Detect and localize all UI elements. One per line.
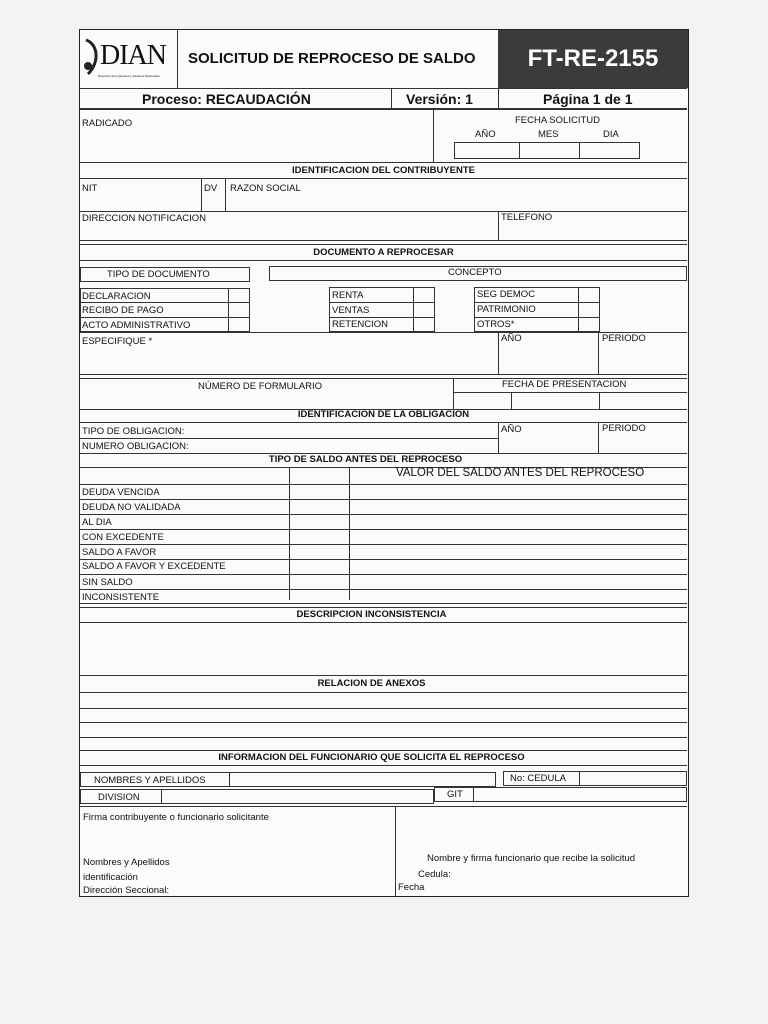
- concepto-seg-democ[interactable]: SEG DEMOC: [477, 289, 536, 300]
- fecha-ano-box[interactable]: [454, 142, 520, 159]
- division-box: [80, 789, 162, 804]
- concepto-retencion[interactable]: RETENCION: [332, 319, 388, 330]
- obligacion-periodo-label: PERIODO: [602, 423, 646, 434]
- version-label: Versión: 1: [406, 91, 473, 107]
- saldo-row-saldo-favor-excedente[interactable]: SALDO A FAVOR Y EXCEDENTE: [82, 561, 226, 572]
- cedula-input[interactable]: [579, 771, 687, 786]
- recibe-label: Nombre y firma funcionario que recibe la solicitud: [427, 853, 636, 864]
- dian-logo: [82, 34, 174, 86]
- form-title: SOLICITUD DE REPROCESO DE SALDO: [188, 50, 476, 67]
- tipo-declaracion[interactable]: DECLARACION: [82, 291, 151, 302]
- form-sheet: [79, 29, 689, 897]
- concepto-renta[interactable]: RENTA: [332, 290, 364, 301]
- dia-label: DIA: [603, 129, 619, 140]
- obligacion-heading: IDENTIFICACION DE LA OBLIGACION: [297, 409, 470, 420]
- division-input[interactable]: [161, 789, 434, 804]
- contribuyente-heading: IDENTIFICACION DEL CONTRIBUYENTE: [292, 165, 475, 176]
- concepto-ventas[interactable]: VENTAS: [332, 305, 370, 316]
- saldo-heading: TIPO DE SALDO ANTES DEL REPROCESO: [268, 454, 463, 465]
- logo-emblem-icon: [82, 38, 102, 78]
- telefono-label: TELEFONO: [501, 212, 553, 223]
- especifique-label: ESPECIFIQUE *: [82, 336, 153, 347]
- tipo-documento-header: [80, 267, 250, 282]
- radicado-label: RADICADO: [82, 118, 133, 129]
- anexos-heading: RELACION DE ANEXOS: [317, 678, 426, 689]
- firma-identificacion-label: identificación: [83, 872, 138, 883]
- valor-saldo-heading: VALOR DEL SALDO ANTES DEL REPROCESO: [396, 467, 645, 479]
- firma-direccion-label: Dirección Seccional:: [83, 885, 170, 896]
- ano-label: AÑO: [475, 129, 496, 140]
- funcionario-heading: INFORMACION DEL FUNCIONARIO QUE SOLICITA EL REPROCESO: [218, 752, 525, 763]
- numero-obligacion-label: NUMERO OBLIGACION:: [82, 441, 189, 452]
- fecha-dia-box[interactable]: [579, 142, 640, 159]
- saldo-row-inconsistente[interactable]: INCONSISTENTE: [82, 592, 160, 603]
- concepto-patrimonio[interactable]: PATRIMONIO: [477, 304, 536, 315]
- func-nombres-label: NOMBRES Y APELLIDOS: [94, 775, 206, 786]
- form-code: FT-RE-2155: [498, 30, 688, 88]
- dv-label: DV: [204, 183, 218, 194]
- documento-heading: DOCUMENTO A REPROCESAR: [313, 247, 454, 258]
- recibe-fecha-label: Fecha: [398, 882, 425, 893]
- fecha-presentacion-label: FECHA DE PRESENTACION: [502, 379, 627, 390]
- git-input[interactable]: [473, 787, 687, 802]
- cedula-box: [503, 771, 580, 786]
- fecha-solicitud-label: FECHA SOLICITUD: [515, 115, 600, 126]
- func-cedula-label: No: CEDULA: [510, 773, 566, 784]
- recibe-cedula-label: Cedula:: [418, 869, 451, 880]
- func-division-label: DIVISION: [98, 792, 140, 803]
- concepto-otros[interactable]: OTROS*: [477, 319, 515, 330]
- git-box: [434, 787, 474, 802]
- doc-ano-label: AÑO: [501, 333, 522, 344]
- nit-label: NIT: [82, 183, 98, 194]
- fecha-mes-box[interactable]: [519, 142, 580, 159]
- saldo-row-con-excedente[interactable]: CON EXCEDENTE: [82, 532, 164, 543]
- concepto-header: [269, 266, 687, 281]
- logo-text: DIAN: [100, 40, 166, 71]
- saldo-row-sin-saldo[interactable]: SIN SALDO: [82, 577, 133, 588]
- firma-nombres-label: Nombres y Apellidos: [83, 857, 170, 868]
- func-git-label: GIT: [447, 789, 463, 800]
- tipo-documento-label: TIPO DE DOCUMENTO: [107, 269, 210, 280]
- firma-contribuyente-label: Firma contribuyente o funcionario solicitante: [83, 812, 269, 823]
- nombres-box: [80, 772, 230, 787]
- proceso-label: Proceso: RECAUDACIÓN: [142, 91, 311, 107]
- tipo-acto-administrativo[interactable]: ACTO ADMINISTRATIVO: [82, 320, 191, 331]
- concepto-label: CONCEPTO: [448, 267, 502, 278]
- doc-periodo-label: PERIODO: [602, 333, 646, 344]
- tipo-obligacion-label: TIPO DE OBLIGACION:: [82, 426, 185, 437]
- saldo-row-deuda-vencida[interactable]: DEUDA VENCIDA: [82, 487, 160, 498]
- tipo-recibo-pago[interactable]: RECIBO DE PAGO: [82, 305, 164, 316]
- mes-label: MES: [538, 129, 559, 140]
- inconsistencia-area[interactable]: [80, 623, 687, 675]
- obligacion-ano-label: AÑO: [501, 424, 522, 435]
- pagina-label: Página 1 de 1: [543, 91, 633, 107]
- nombres-input[interactable]: [229, 772, 496, 787]
- numero-formulario-label: NÚMERO DE FORMULARIO: [198, 381, 323, 392]
- logo-subtext: Dirección de Impuestos y Aduanas Nacionales: [98, 74, 160, 78]
- razon-social-label: RAZON SOCIAL: [230, 183, 301, 194]
- direccion-label: DIRECCION NOTIFICACION: [82, 213, 207, 224]
- inconsistencia-heading: DESCRIPCION INCONSISTENCIA: [296, 609, 447, 620]
- saldo-row-al-dia[interactable]: AL DIA: [82, 517, 112, 528]
- saldo-row-deuda-no-validada[interactable]: DEUDA NO VALIDADA: [82, 502, 181, 513]
- saldo-row-saldo-a-favor[interactable]: SALDO A FAVOR: [82, 547, 157, 558]
